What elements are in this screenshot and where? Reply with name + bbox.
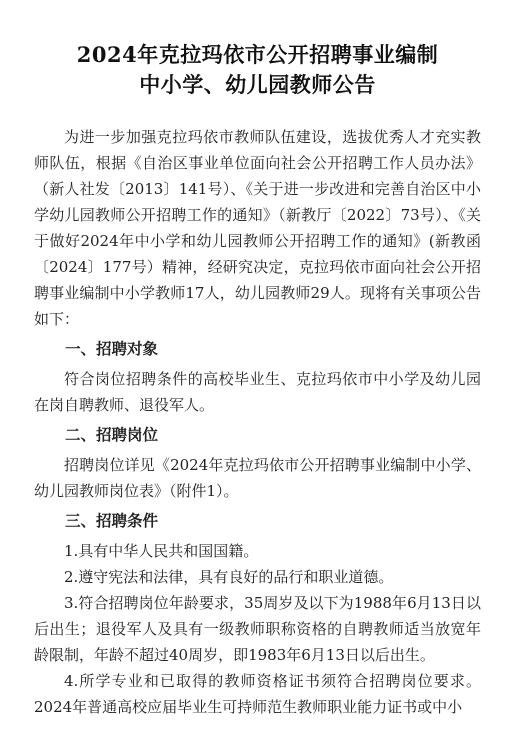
section-1-text: 符合岗位招聘条件的高校毕业生、克拉玛依市中小学及幼儿园在岗自聘教师、退役军人。 bbox=[34, 370, 481, 414]
title-line-2: 中小学、幼儿园教师公告 bbox=[139, 72, 376, 97]
title-line-1: 2024年克拉玛依市公开招聘事业编制 bbox=[76, 42, 439, 67]
document-title bbox=[34, 40, 481, 100]
section-1-heading: 一、招聘对象 bbox=[65, 340, 159, 358]
condition-2: 2.遵守宪法和法律，具有良好的品行和职业道德。 bbox=[64, 568, 394, 586]
section-2-text: 招聘岗位详见《2024年克拉玛依市公开招聘事业编制中小学、幼儿园教师岗位表》（附件1）。 bbox=[34, 456, 481, 500]
condition-4: 4.所学专业和已取得的教师资格证书须符合招聘岗位要求。2024年普通高校应届毕业生可持师范生教师职业能力证书或中小 bbox=[34, 672, 481, 716]
condition-1: 1.具有中华人民共和国国籍。 bbox=[64, 542, 259, 560]
intro-paragraph: 为进一步加强克拉玛依市教师队伍建设，选拔优秀人才充实教师队伍，根据《自治区事业单位面向社会公开招聘工作人员办法》（新人社发〔2013〕141号）、《关于进一步改进和完善自治区中小学幼儿园教师公开招聘工作的通知》（新教厅〔2022〕73号）、《关于做好2024年中小学和幼儿园教师公开招聘工作的通知》(新教函〔2024〕177号）精神，经研究决定，克拉玛依市面向社会公开招聘事业编制中小学教师17人，幼儿园教师29人。现将有关事项公告如下： bbox=[34, 128, 481, 328]
section-2-heading: 二、招聘岗位 bbox=[65, 426, 159, 444]
section-3-heading: 三、招聘条件 bbox=[65, 512, 159, 530]
condition-3: 3.符合招聘岗位年龄要求，35周岁及以下为1988年6月13日以后出生；退役军人及具有一级教师职称资格的自聘教师适当放宽年龄限制，年龄不超过40周岁，即1983年6月13日以后出生。 bbox=[34, 594, 481, 664]
